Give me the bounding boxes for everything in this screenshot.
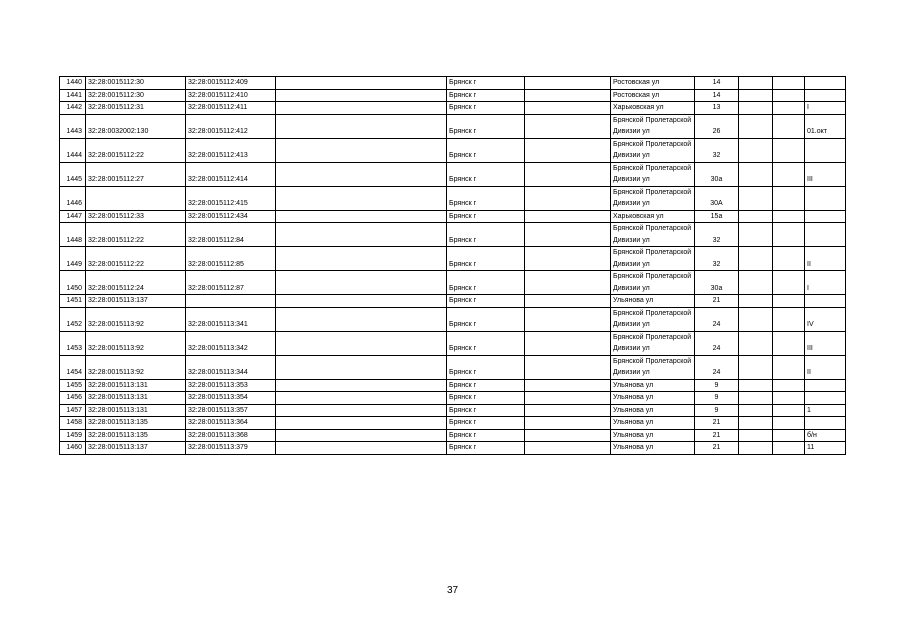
block-cell xyxy=(773,77,805,90)
row-number-cell: 1460 xyxy=(60,442,86,455)
building-cadastral-number-cell: 32:28:0015112:409 xyxy=(186,77,276,90)
street-cell: Брянской Пролетарской Дивизии ул xyxy=(611,355,695,379)
row-number-cell: 1454 xyxy=(60,355,86,379)
blank-cell xyxy=(525,210,611,223)
building-cadastral-number-cell: 32:28:0015113:342 xyxy=(186,331,276,355)
premises-cell xyxy=(805,295,846,308)
premises-cell: I xyxy=(805,271,846,295)
street-cell: Брянской Пролетарской Дивизии ул xyxy=(611,162,695,186)
blank-cell xyxy=(276,404,447,417)
blank-cell xyxy=(276,271,447,295)
premises-cell: IV xyxy=(805,307,846,331)
row-number-cell: 1441 xyxy=(60,89,86,102)
row-number-cell: 1445 xyxy=(60,162,86,186)
house-number-cell: 13 xyxy=(695,102,739,115)
block-cell xyxy=(773,210,805,223)
city-cell: Брянск г xyxy=(447,295,525,308)
city-cell: Брянск г xyxy=(447,138,525,162)
table-row xyxy=(60,186,846,210)
building-cadastral-number-cell: 32:28:0015112:85 xyxy=(186,247,276,271)
blank-cell xyxy=(525,417,611,430)
row-number-cell: 1449 xyxy=(60,247,86,271)
blank-cell xyxy=(276,138,447,162)
blank-cell xyxy=(525,429,611,442)
building-letter-cell xyxy=(739,102,773,115)
blank-cell xyxy=(525,379,611,392)
blank-cell xyxy=(276,295,447,308)
building-letter-cell xyxy=(739,417,773,430)
row-number-cell: 1459 xyxy=(60,429,86,442)
house-number-cell: 24 xyxy=(695,355,739,379)
block-cell xyxy=(773,114,805,138)
block-cell xyxy=(773,307,805,331)
city-cell: Брянск г xyxy=(447,271,525,295)
block-cell xyxy=(773,223,805,247)
parcel-cadastral-number-cell: 32:28:0015112:27 xyxy=(86,162,186,186)
blank-cell xyxy=(276,379,447,392)
city-cell: Брянск г xyxy=(447,210,525,223)
building-cadastral-number-cell: 32:28:0015112:414 xyxy=(186,162,276,186)
house-number-cell: 9 xyxy=(695,379,739,392)
building-letter-cell xyxy=(739,210,773,223)
building-letter-cell xyxy=(739,404,773,417)
blank-cell xyxy=(525,186,611,210)
house-number-cell: 21 xyxy=(695,417,739,430)
blank-cell xyxy=(525,307,611,331)
building-cadastral-number-cell: 32:28:0015112:87 xyxy=(186,271,276,295)
row-number-cell: 1443 xyxy=(60,114,86,138)
parcel-cadastral-number-cell: 32:28:0015112:30 xyxy=(86,77,186,90)
city-cell: Брянск г xyxy=(447,114,525,138)
parcel-cadastral-number-cell: 32:28:0015112:33 xyxy=(86,210,186,223)
blank-cell xyxy=(525,355,611,379)
blank-cell xyxy=(525,89,611,102)
premises-cell: б/н xyxy=(805,429,846,442)
building-cadastral-number-cell: 32:28:0015113:357 xyxy=(186,404,276,417)
house-number-cell: 14 xyxy=(695,77,739,90)
house-number-cell: 30а xyxy=(695,162,739,186)
block-cell xyxy=(773,162,805,186)
building-letter-cell xyxy=(739,77,773,90)
building-cadastral-number-cell: 32:28:0015113:364 xyxy=(186,417,276,430)
building-cadastral-number-cell: 32:28:0015112:415 xyxy=(186,186,276,210)
city-cell: Брянск г xyxy=(447,379,525,392)
house-number-cell: 21 xyxy=(695,429,739,442)
parcel-cadastral-number-cell: 32:28:0015113:137 xyxy=(86,295,186,308)
parcel-cadastral-number-cell: 32:28:0015113:92 xyxy=(86,307,186,331)
blank-cell xyxy=(276,331,447,355)
city-cell: Брянск г xyxy=(447,307,525,331)
building-letter-cell xyxy=(739,307,773,331)
street-cell: Харьковская ул xyxy=(611,102,695,115)
parcel-cadastral-number-cell: 32:28:0015113:131 xyxy=(86,392,186,405)
building-cadastral-number-cell: 32:28:0015113:341 xyxy=(186,307,276,331)
city-cell: Брянск г xyxy=(447,247,525,271)
premises-cell xyxy=(805,392,846,405)
parcel-cadastral-number-cell: 32:28:0032002:130 xyxy=(86,114,186,138)
table-row xyxy=(60,355,846,379)
row-number-cell: 1440 xyxy=(60,77,86,90)
table-row xyxy=(60,295,846,308)
blank-cell xyxy=(525,77,611,90)
blank-cell xyxy=(276,307,447,331)
row-number-cell: 1447 xyxy=(60,210,86,223)
row-number-cell: 1457 xyxy=(60,404,86,417)
street-cell: Ульянова ул xyxy=(611,417,695,430)
city-cell: Брянск г xyxy=(447,404,525,417)
parcel-cadastral-number-cell: 32:28:0015112:22 xyxy=(86,247,186,271)
city-cell: Брянск г xyxy=(447,162,525,186)
table-row xyxy=(60,404,846,417)
block-cell xyxy=(773,247,805,271)
street-cell: Ульянова ул xyxy=(611,295,695,308)
block-cell xyxy=(773,355,805,379)
building-letter-cell xyxy=(739,442,773,455)
house-number-cell: 9 xyxy=(695,404,739,417)
table-row xyxy=(60,247,846,271)
city-cell: Брянск г xyxy=(447,392,525,405)
street-cell: Брянской Пролетарской Дивизии ул xyxy=(611,114,695,138)
blank-cell xyxy=(525,102,611,115)
row-number-cell: 1453 xyxy=(60,331,86,355)
house-number-cell: 21 xyxy=(695,442,739,455)
house-number-cell: 21 xyxy=(695,295,739,308)
row-number-cell: 1444 xyxy=(60,138,86,162)
city-cell: Брянск г xyxy=(447,355,525,379)
parcel-cadastral-number-cell: 32:28:0015112:24 xyxy=(86,271,186,295)
city-cell: Брянск г xyxy=(447,77,525,90)
parcel-cadastral-number-cell: 32:28:0015113:131 xyxy=(86,404,186,417)
premises-cell: 1 xyxy=(805,404,846,417)
block-cell xyxy=(773,392,805,405)
blank-cell xyxy=(525,295,611,308)
building-cadastral-number-cell: 32:28:0015112:413 xyxy=(186,138,276,162)
building-letter-cell xyxy=(739,138,773,162)
building-cadastral-number-cell: 32:28:0015113:354 xyxy=(186,392,276,405)
block-cell xyxy=(773,102,805,115)
table-row xyxy=(60,307,846,331)
building-letter-cell xyxy=(739,162,773,186)
table-row xyxy=(60,162,846,186)
block-cell xyxy=(773,186,805,210)
table-row xyxy=(60,379,846,392)
premises-cell xyxy=(805,210,846,223)
street-cell: Ростовская ул xyxy=(611,89,695,102)
blank-cell xyxy=(276,77,447,90)
blank-cell xyxy=(525,138,611,162)
premises-cell xyxy=(805,138,846,162)
blank-cell xyxy=(276,247,447,271)
block-cell xyxy=(773,331,805,355)
block-cell xyxy=(773,429,805,442)
block-cell xyxy=(773,295,805,308)
row-number-cell: 1448 xyxy=(60,223,86,247)
city-cell: Брянск г xyxy=(447,223,525,247)
blank-cell xyxy=(525,331,611,355)
building-letter-cell xyxy=(739,271,773,295)
blank-cell xyxy=(276,186,447,210)
premises-cell xyxy=(805,223,846,247)
premises-cell xyxy=(805,77,846,90)
street-cell: Харьковская ул xyxy=(611,210,695,223)
building-letter-cell xyxy=(739,247,773,271)
house-number-cell: 24 xyxy=(695,331,739,355)
table-row xyxy=(60,138,846,162)
house-number-cell: 30А xyxy=(695,186,739,210)
table-row xyxy=(60,417,846,430)
building-letter-cell xyxy=(739,295,773,308)
street-cell: Ульянова ул xyxy=(611,442,695,455)
block-cell xyxy=(773,271,805,295)
table-row xyxy=(60,392,846,405)
building-letter-cell xyxy=(739,429,773,442)
blank-cell xyxy=(276,102,447,115)
blank-cell xyxy=(276,89,447,102)
blank-cell xyxy=(276,429,447,442)
block-cell xyxy=(773,89,805,102)
row-number-cell: 1450 xyxy=(60,271,86,295)
row-number-cell: 1455 xyxy=(60,379,86,392)
building-cadastral-number-cell: 32:28:0015112:410 xyxy=(186,89,276,102)
table-row xyxy=(60,210,846,223)
building-cadastral-number-cell: 32:28:0015113:368 xyxy=(186,429,276,442)
blank-cell xyxy=(525,442,611,455)
house-number-cell: 32 xyxy=(695,138,739,162)
block-cell xyxy=(773,442,805,455)
blank-cell xyxy=(276,355,447,379)
street-cell: Брянской Пролетарской Дивизии ул xyxy=(611,186,695,210)
street-cell: Ульянова ул xyxy=(611,379,695,392)
premises-cell: 11 xyxy=(805,442,846,455)
blank-cell xyxy=(525,271,611,295)
table-row xyxy=(60,271,846,295)
city-cell: Брянск г xyxy=(447,331,525,355)
blank-cell xyxy=(276,223,447,247)
parcel-cadastral-number-cell: 32:28:0015113:137 xyxy=(86,442,186,455)
building-cadastral-number-cell: 32:28:0015112:84 xyxy=(186,223,276,247)
house-number-cell: 15а xyxy=(695,210,739,223)
block-cell xyxy=(773,404,805,417)
building-letter-cell xyxy=(739,355,773,379)
parcel-cadastral-number-cell: 32:28:0015113:92 xyxy=(86,331,186,355)
building-letter-cell xyxy=(739,331,773,355)
house-number-cell: 9 xyxy=(695,392,739,405)
row-number-cell: 1442 xyxy=(60,102,86,115)
building-cadastral-number-cell: 32:28:0015112:411 xyxy=(186,102,276,115)
house-number-cell: 30а xyxy=(695,271,739,295)
table-body xyxy=(60,77,846,455)
city-cell: Брянск г xyxy=(447,429,525,442)
street-cell: Ростовская ул xyxy=(611,77,695,90)
street-cell: Ульянова ул xyxy=(611,392,695,405)
street-cell: Ульянова ул xyxy=(611,404,695,417)
street-cell: Брянской Пролетарской Дивизии ул xyxy=(611,271,695,295)
house-number-cell: 14 xyxy=(695,89,739,102)
table-row xyxy=(60,114,846,138)
premises-cell: III xyxy=(805,331,846,355)
blank-cell xyxy=(276,114,447,138)
parcel-cadastral-number-cell: 32:28:0015112:30 xyxy=(86,89,186,102)
row-number-cell: 1451 xyxy=(60,295,86,308)
building-cadastral-number-cell xyxy=(186,295,276,308)
premises-cell: I xyxy=(805,102,846,115)
building-letter-cell xyxy=(739,223,773,247)
building-cadastral-number-cell: 32:28:0015113:344 xyxy=(186,355,276,379)
page-number: 37 xyxy=(446,585,459,596)
building-letter-cell xyxy=(739,379,773,392)
house-number-cell: 32 xyxy=(695,247,739,271)
table-row xyxy=(60,77,846,90)
parcel-cadastral-number-cell: 32:28:0015113:131 xyxy=(86,379,186,392)
table-row xyxy=(60,429,846,442)
blank-cell xyxy=(276,392,447,405)
blank-cell xyxy=(525,247,611,271)
blank-cell xyxy=(525,223,611,247)
street-cell: Брянской Пролетарской Дивизии ул xyxy=(611,223,695,247)
street-cell: Брянской Пролетарской Дивизии ул xyxy=(611,247,695,271)
house-number-cell: 24 xyxy=(695,307,739,331)
premises-cell: II xyxy=(805,247,846,271)
blank-cell xyxy=(276,162,447,186)
blank-cell xyxy=(276,210,447,223)
block-cell xyxy=(773,379,805,392)
city-cell: Брянск г xyxy=(447,442,525,455)
premises-cell: 01.окт xyxy=(805,114,846,138)
parcel-cadastral-number-cell: 32:28:0015112:31 xyxy=(86,102,186,115)
row-number-cell: 1452 xyxy=(60,307,86,331)
house-number-cell: 26 xyxy=(695,114,739,138)
blank-cell xyxy=(525,392,611,405)
parcel-cadastral-number-cell: 32:28:0015112:22 xyxy=(86,138,186,162)
street-cell: Брянской Пролетарской Дивизии ул xyxy=(611,331,695,355)
table-row xyxy=(60,102,846,115)
building-letter-cell xyxy=(739,186,773,210)
row-number-cell: 1458 xyxy=(60,417,86,430)
city-cell: Брянск г xyxy=(447,102,525,115)
city-cell: Брянск г xyxy=(447,417,525,430)
premises-cell xyxy=(805,89,846,102)
building-cadastral-number-cell: 32:28:0015113:379 xyxy=(186,442,276,455)
cadastral-registry-table xyxy=(59,76,846,455)
premises-cell xyxy=(805,186,846,210)
table-row xyxy=(60,89,846,102)
building-letter-cell xyxy=(739,392,773,405)
row-number-cell: 1456 xyxy=(60,392,86,405)
table-row xyxy=(60,442,846,455)
street-cell: Брянской Пролетарской Дивизии ул xyxy=(611,307,695,331)
block-cell xyxy=(773,417,805,430)
street-cell: Брянской Пролетарской Дивизии ул xyxy=(611,138,695,162)
block-cell xyxy=(773,138,805,162)
premises-cell xyxy=(805,417,846,430)
building-cadastral-number-cell: 32:28:0015112:412 xyxy=(186,114,276,138)
premises-cell: II xyxy=(805,355,846,379)
blank-cell xyxy=(276,442,447,455)
blank-cell xyxy=(525,162,611,186)
blank-cell xyxy=(525,114,611,138)
table-row xyxy=(60,331,846,355)
premises-cell xyxy=(805,379,846,392)
parcel-cadastral-number-cell: 32:28:0015113:135 xyxy=(86,417,186,430)
city-cell: Брянск г xyxy=(447,186,525,210)
building-letter-cell xyxy=(739,89,773,102)
blank-cell xyxy=(525,404,611,417)
building-letter-cell xyxy=(739,114,773,138)
parcel-cadastral-number-cell: 32:28:0015113:92 xyxy=(86,355,186,379)
building-cadastral-number-cell: 32:28:0015113:353 xyxy=(186,379,276,392)
premises-cell: III xyxy=(805,162,846,186)
parcel-cadastral-number-cell: 32:28:0015113:135 xyxy=(86,429,186,442)
city-cell: Брянск г xyxy=(447,89,525,102)
house-number-cell: 32 xyxy=(695,223,739,247)
building-cadastral-number-cell: 32:28:0015112:434 xyxy=(186,210,276,223)
blank-cell xyxy=(276,417,447,430)
parcel-cadastral-number-cell xyxy=(86,186,186,210)
parcel-cadastral-number-cell: 32:28:0015112:22 xyxy=(86,223,186,247)
street-cell: Ульянова ул xyxy=(611,429,695,442)
row-number-cell: 1446 xyxy=(60,186,86,210)
table-row xyxy=(60,223,846,247)
